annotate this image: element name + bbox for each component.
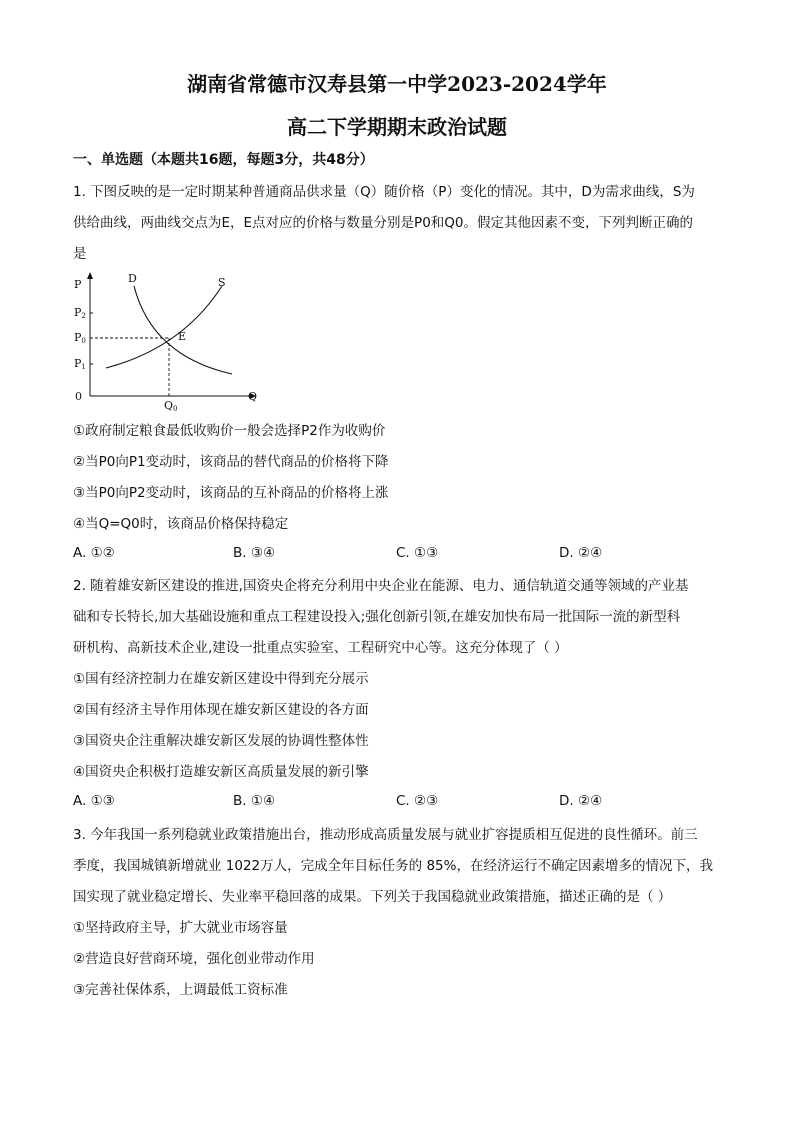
q0-label: Q0 [164, 399, 178, 413]
p0-label: P0 [74, 331, 86, 345]
q1-stem-line3: 是 [73, 246, 87, 262]
q1-options [73, 545, 725, 565]
origin-label: 0 [75, 390, 82, 403]
supply-label: S [218, 276, 226, 289]
q2-option-b[interactable]: B. ①④ [233, 793, 276, 809]
p2-label: P2 [74, 306, 86, 320]
q2-stem-line2: 础和专长特长,加大基础设施和重点工程建设投入;强化创新引领,在雄安加快布局一批国际一流的新型科 [73, 609, 681, 625]
q2-statement-1: ①国有经济控制力在雄安新区建设中得到充分展示 [73, 671, 369, 687]
p1-label: P1 [74, 357, 86, 371]
supply-curve [106, 286, 222, 368]
q1-option-b[interactable]: B. ③④ [233, 545, 276, 561]
q1-option-c[interactable]: C. ①③ [396, 545, 439, 561]
q2-option-a[interactable]: A. ①③ [73, 793, 115, 809]
q1-stem-line1: 1. 下图反映的是一定时期某种普通商品供求量（Q）随价格（P）变化的情况。其中，D为需求曲线，S为 [73, 184, 695, 200]
q3-statement-1: ①坚持政府主导，扩大就业市场容量 [73, 920, 288, 936]
q3-statement-3: ③完善社保体系，上调最低工资标准 [73, 982, 288, 998]
q2-options [73, 793, 725, 813]
q1-option-a[interactable]: A. ①② [73, 545, 115, 561]
q2-stem-line3: 研机构、高新技术企业,建设一批重点实验室、工程研究中心等。这充分体现了（ ） [73, 640, 568, 656]
q2-option-d[interactable]: D. ②④ [559, 793, 603, 809]
q2-stem-line1: 2. 随着雄安新区建设的推进,国资央企将充分利用中央企业在能源、电力、通信轨道交通等领域的产业基 [73, 578, 689, 594]
q1-option-d[interactable]: D. ②④ [559, 545, 603, 561]
equilibrium-label: E [178, 330, 187, 343]
exam-title-line1: 湖南省常德市汉寿县第一中学2023-2024学年 [187, 72, 607, 96]
demand-label: D [128, 272, 137, 285]
q1-statement-3: ③当P0向P2变动时，该商品的互补商品的价格将上涨 [73, 485, 389, 501]
q2-option-c[interactable]: C. ②③ [396, 793, 439, 809]
q-axis-label: Q [248, 390, 258, 403]
p-axis-arrow [87, 272, 93, 279]
exam-title-line2: 高二下学期期末政治试题 [287, 115, 507, 139]
q1-statement-2: ②当P0向P1变动时，该商品的替代商品的价格将下降 [73, 454, 389, 470]
q3-stem-line2: 季度，我国城镇新增就业 1022万人，完成全年目标任务的 85%，在经济运行不确定因素增多的情况下，我 [73, 858, 713, 874]
q1-statement-1: ①政府制定粮食最低收购价一般会选择P2作为收购价 [73, 423, 386, 439]
q3-stem-line1: 3. 今年我国一系列稳就业政策措施出台，推动形成高质量发展与就业扩容提质相互促进的良性循环。前三 [73, 827, 698, 843]
p-axis-label: P [74, 278, 82, 291]
q1-stem-line2: 供给曲线，两曲线交点为E，E点对应的价格与数量分别是P0和Q0。假定其他因素不变，下列判断正确的 [73, 215, 694, 231]
q3-statement-2: ②营造良好营商环境，强化创业带动作用 [73, 951, 315, 967]
q2-statement-2: ②国有经济主导作用体现在雄安新区建设的各方面 [73, 702, 369, 718]
supply-demand-graph [72, 268, 268, 414]
section-heading: 一、单选题（本题共16题，每题3分，共48分） [73, 152, 374, 168]
q2-statement-4: ④国资央企积极打造雄安新区高质量发展的新引擎 [73, 764, 369, 780]
q1-statement-4: ④当Q=Q0时，该商品价格保持稳定 [73, 516, 289, 532]
q2-statement-3: ③国资央企注重解决雄安新区发展的协调性整体性 [73, 733, 369, 749]
q3-stem-line3: 国实现了就业稳定增长、失业率平稳回落的成果。下列关于我国稳就业政策措施，描述正确的是（ ） [73, 889, 672, 905]
